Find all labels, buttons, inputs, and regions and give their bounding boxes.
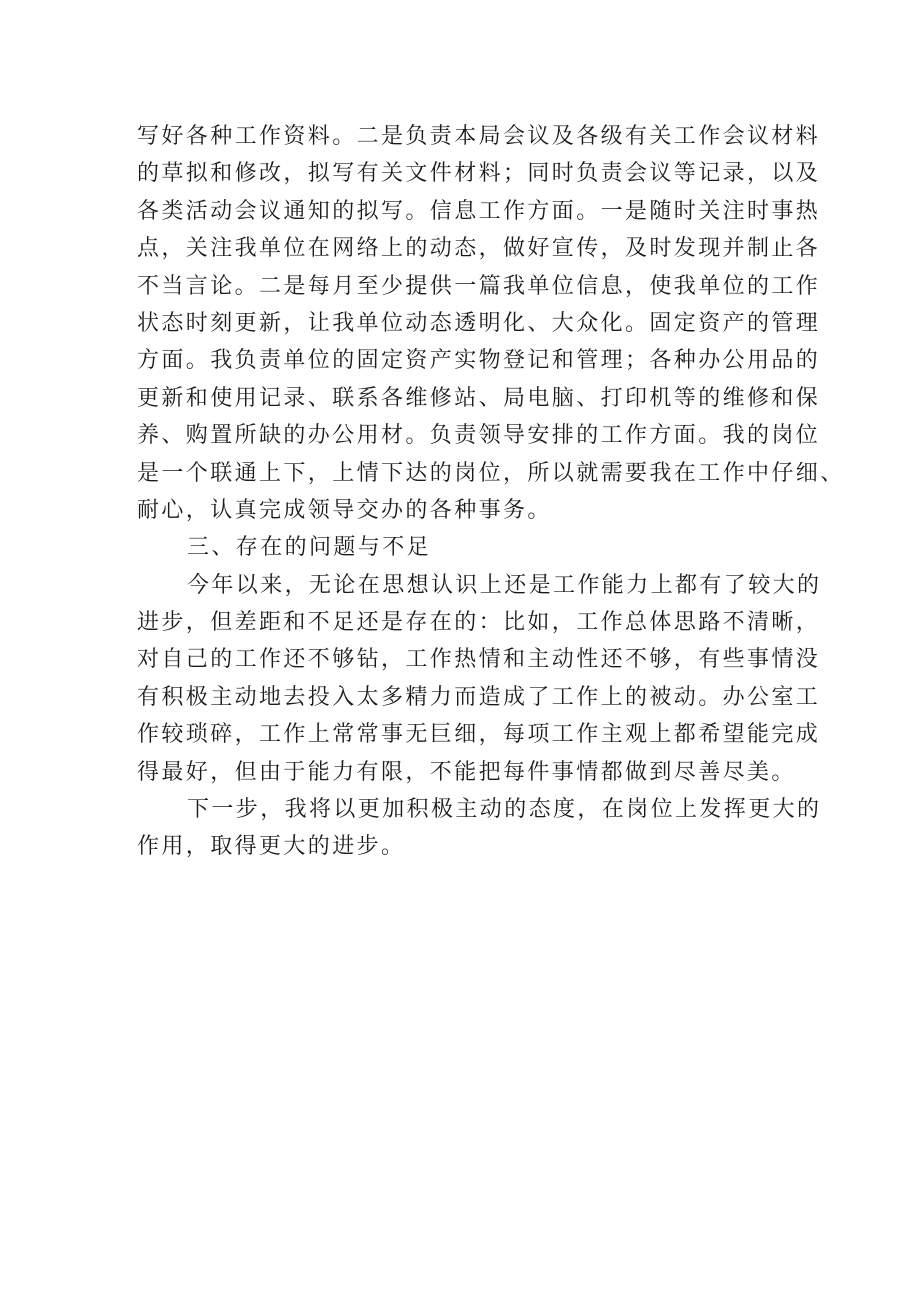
document-body [137,118,845,866]
body-line: 的草拟和修改，拟写有关文件材料；同时负责会议等记录，以及 [137,161,821,187]
body-line: 今年以来，无论在思想认识上还是工作能力上都有了较大的 [187,572,822,598]
body-line: 养、购置所缺的办公用材。负责领导安排的工作方面。我的岗位 [137,423,821,449]
body-line: 有积极主动地去投入太多精力而造成了工作上的被动。办公室工 [137,684,821,710]
body-line: 不当言论。二是每月至少提供一篇我单位信息，使我单位的工作 [137,273,821,299]
body-line: 是一个联通上下，上情下达的岗位，所以就需要我在工作中仔细、 [137,460,845,486]
section-heading: 三、存在的问题与不足 [187,535,432,561]
body-line: 耐心，认真完成领导交办的各种事务。 [137,497,552,523]
body-line: 各类活动会议通知的拟写。信息工作方面。一是随时关注时事热 [137,198,821,224]
body-line: 进步，但差距和不足还是存在的：比如，工作总体思路不清晰， [137,610,821,636]
body-line: 写好各种工作资料。二是负责本局会议及各级有关工作会议材料 [137,124,821,149]
body-line: 更新和使用记录、联系各维修站、局电脑、打印机等的维修和保 [137,385,821,411]
body-line: 点，关注我单位在网络上的动态，做好宣传，及时发现并制止各 [137,236,821,262]
body-line: 下一步，我将以更加积极主动的态度，在岗位上发挥更大的 [187,797,822,823]
body-line: 对自己的工作还不够钻，工作热情和主动性还不够，有些事情没 [137,647,821,673]
body-line: 状态时刻更新，让我单位动态透明化、大众化。固定资产的管理 [137,310,821,336]
body-line: 作用，取得更大的进步。 [137,834,406,860]
body-line: 方面。我负责单位的固定资产实物登记和管理；各种办公用品的 [137,348,821,374]
body-line: 得最好，但由于能力有限，不能把每件事情都做到尽善尽美。 [137,759,796,785]
body-line: 作较琐碎，工作上常常事无巨细，每项工作主观上都希望能完成 [137,722,821,748]
